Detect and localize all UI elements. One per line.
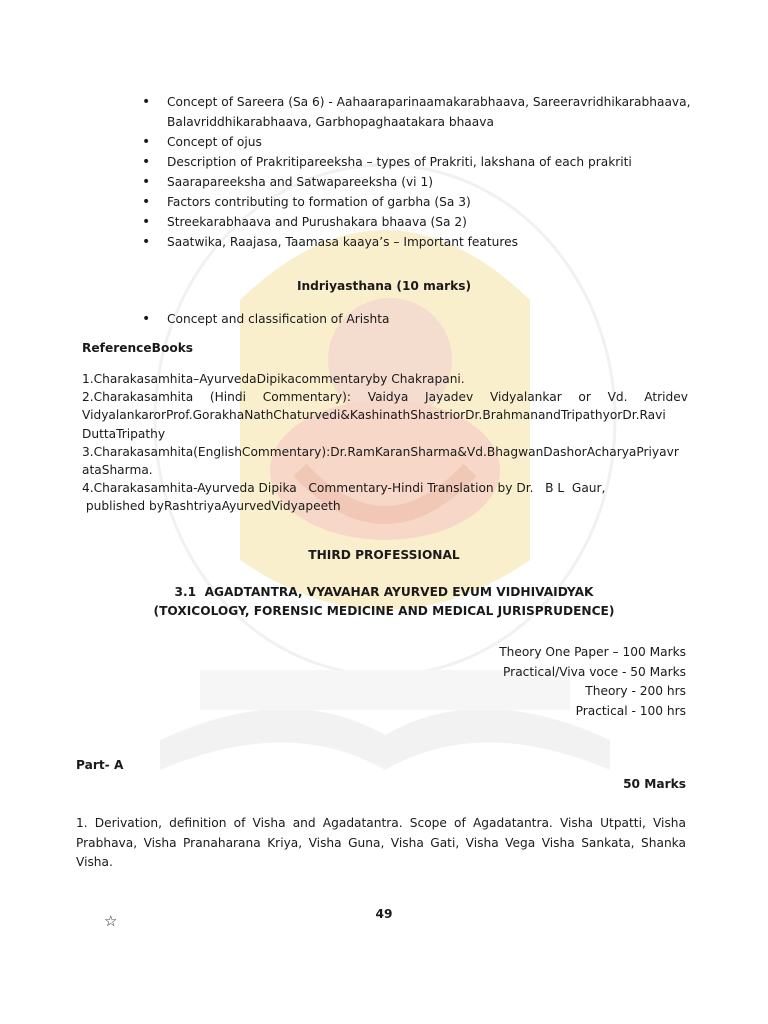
star-icon: ☆ — [104, 912, 118, 930]
list-item: • Concept of Sareera (Sa 6) - Aahaaraparinaamakarabhaava, Sareeravridhikarabhaava, Balavriddhikarabhaava, Garbhopaghaatakara bhaava — [140, 92, 710, 132]
marks-line: Theory - 200 hrs — [585, 684, 686, 699]
reference-item: 3.Charakasamhita(EnglishCommentary):Dr.RamKaranSharma&Vd.BhagwanDashorAcharyaPriyavr ataSharma. — [82, 444, 679, 478]
list-item: • Concept of ojus — [140, 132, 710, 152]
list-item: • Saarapareeksha and Satwapareeksha (vi 1) — [140, 172, 710, 192]
section-title: THIRD PROFESSIONAL — [308, 548, 460, 562]
reference-item: 2.Charakasamhita (Hindi Commentary): Vaidya Jayadev Vidyalankar or Vd. Atridev VidyalankarorProf.GorakhaNathChaturvedi&KashinathShastriorDr.BrahmanandTripathyorDr.Ravi DuttaTripathy — [82, 390, 688, 441]
reference-list — [82, 370, 688, 516]
list-item: • Concept and classification of Arishta — [140, 309, 710, 329]
page-number: 49 — [375, 907, 393, 921]
marks-line: Practical/Viva voce - 50 Marks — [503, 664, 686, 679]
list-item: • Streekarabhaava and Purushakara bhaava (Sa 2) — [140, 212, 710, 232]
subject-subtitle: (TOXICOLOGY, FORENSIC MEDICINE AND MEDICAL JURISPRUDENCE) — [153, 604, 615, 618]
reference-item: 1.Charakasamhita–AyurvedaDipikacommentaryby Chakrapani. — [82, 372, 465, 386]
marks-line: Theory One Paper – 100 Marks — [499, 645, 686, 659]
reference-item: 4.Charakasamhita-Ayurveda Dipika Commentary-Hindi Translation by Dr. B L Gaur, — [82, 481, 606, 496]
marks-line: Practical - 100 hrs — [575, 703, 686, 718]
indriyasthana-heading: Indriyasthana (10 marks) — [296, 279, 472, 293]
part-label: Part- A — [76, 758, 124, 772]
list-item: • Factors contributing to formation of garbha (Sa 3) — [140, 192, 710, 212]
reference-books-heading: ReferenceBooks — [82, 341, 194, 355]
subject-title: 3.1 AGADTANTRA, VYAVAHAR AYURVED EVUM VIDHIVAIDYAK — [174, 585, 594, 599]
list-item: • Saatwika, Raajasa, Taamasa kaaya’s – Important features — [140, 232, 710, 252]
list-item: • Description of Prakritipareeksha – types of Prakriti, lakshana of each prakriti — [140, 152, 710, 172]
part-marks: 50 Marks — [623, 777, 686, 791]
sareera-topics-list — [140, 92, 710, 252]
reference-item: published byRashtriyaAyurvedVidyapeeth — [82, 499, 341, 514]
marks-info — [300, 643, 686, 721]
indriyasthana-list — [140, 309, 710, 329]
visha-paragraph: 1. Derivation, definition of Visha and Agadatantra. Scope of Agadatantra. Visha Utpatti, Visha Prabhava, Visha Pranaharana Kriya, Visha Guna, Visha Gati, Visha Vega Visha Sankata, Shanka Visha. — [76, 816, 686, 870]
